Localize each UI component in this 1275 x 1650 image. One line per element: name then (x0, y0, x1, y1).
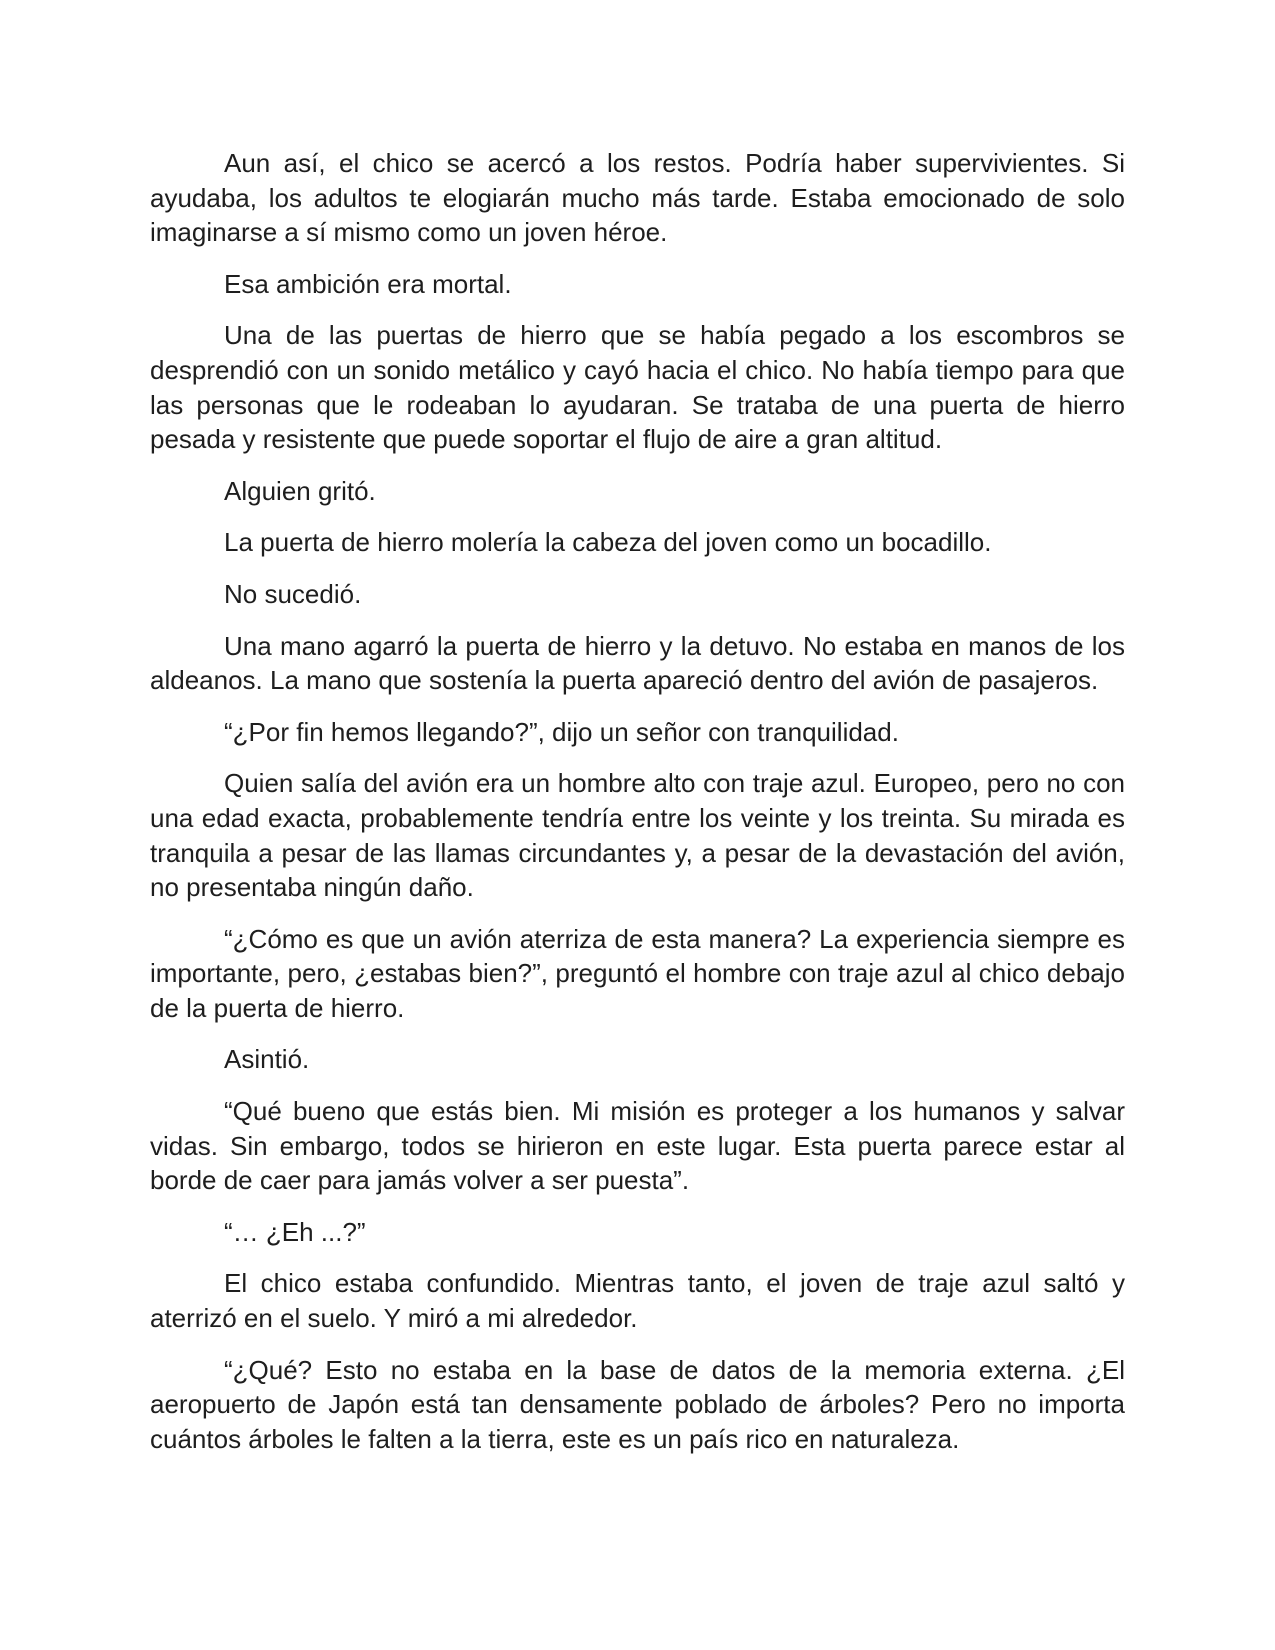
paragraph: No sucedió. (224, 578, 362, 609)
paragraph: “¿Por fin hemos llegando?”, dijo un señor con tranquilidad. (224, 716, 899, 747)
paragraph: “¿Qué? Esto no estaba en la base de datos de la memoria externa. ¿El aeropuerto de Japón está tan densamente poblado de árboles? Pero no importa cuántos árboles le falten a la tierra, este es un país rico en naturaleza. (150, 1354, 1125, 1454)
paragraph: Una de las puertas de hierro que se había pegado a los escombros se desprendió con un sonido metálico y cayó hacia el chico. No había tiempo para que las personas que le rodeaban lo ayudaran. Se trataba de una puerta de hierro pesada y resistente que puede soportar el flujo de aire a gran altitud. (150, 320, 1125, 455)
paragraph: Esa ambición era mortal. (224, 268, 512, 299)
paragraph: Quien salía del avión era un hombre alto con traje azul. Europeo, pero no con una edad exacta, probablemente tendría entre los veinte y los treinta. Su mirada es tranquila a pesar de las llamas circundantes y, a pesar de la devastación del avión, no presentaba ningún daño. (150, 768, 1125, 903)
paragraph: Una mano agarró la puerta de hierro y la detuvo. No estaba en manos de los aldeanos. La mano que sostenía la puerta apareció dentro del avión de pasajeros. (150, 630, 1125, 696)
paragraph: “¿Cómo es que un avión aterriza de esta manera? La experiencia siempre es importante, pero, ¿estabas bien?”, preguntó el hombre con traje azul al chico debajo de la puerta de hierro. (150, 923, 1125, 1023)
paragraph: “… ¿Eh ...?” (224, 1216, 366, 1247)
paragraph: “Qué bueno que estás bien. Mi misión es proteger a los humanos y salvar vidas. Sin embargo, todos se hirieron en este lugar. Esta puerta parece estar al borde de caer para jamás volver a ser puesta”. (150, 1096, 1125, 1196)
paragraph: El chico estaba confundido. Mientras tanto, el joven de traje azul saltó y aterrizó en el suelo. Y miró a mi alrededor. (150, 1268, 1125, 1334)
paragraph: Aun así, el chico se acercó a los restos. Podría haber supervivientes. Si ayudaba, los adultos te elogiarán mucho más tarde. Estaba emocionado de solo imaginarse a sí mismo como un joven héroe. (150, 148, 1125, 248)
paragraph: Alguien gritó. (224, 475, 376, 506)
paragraph: La puerta de hierro molería la cabeza del joven como un bocadillo. (224, 527, 992, 558)
document-page (150, 146, 1125, 1473)
paragraph: Asintió. (224, 1044, 310, 1075)
